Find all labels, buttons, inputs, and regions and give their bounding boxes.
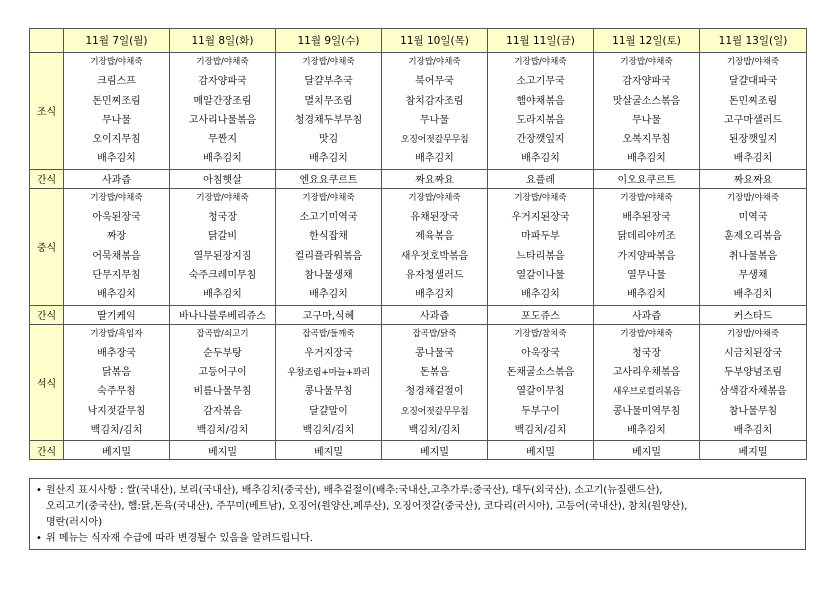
menu-item: 시금치된장국 bbox=[724, 347, 782, 359]
change-note bbox=[36, 531, 799, 547]
change-notice-text: 위 메뉴는 식자재 수급에 따라 변경될수 있음을 알려드립니다. bbox=[46, 533, 313, 544]
menu-item: 숙주크레미무침 bbox=[188, 269, 257, 281]
menu-item: 무나물 bbox=[420, 114, 449, 126]
menu-cell bbox=[594, 324, 700, 441]
bullet-icon: • bbox=[36, 533, 42, 544]
menu-item: 배추김치 bbox=[309, 289, 348, 301]
menu-item: 제육볶음 bbox=[415, 231, 454, 243]
menu-item: 단무지무침 bbox=[92, 269, 141, 281]
rice-porridge-item: 기장밥/야채죽 bbox=[302, 57, 355, 67]
menu-item: 닭볶음 bbox=[102, 367, 131, 379]
menu-item: 낙지젓갈무침 bbox=[87, 405, 146, 417]
menu-item: 배추김치 bbox=[309, 153, 348, 165]
rice-porridge-item: 잡곡밥/닭죽 bbox=[412, 328, 457, 339]
snack-cell: 짜요짜요 bbox=[382, 169, 488, 188]
menu-cell bbox=[382, 188, 488, 305]
menu-cell bbox=[488, 53, 594, 170]
menu-item: 배추김치 bbox=[733, 153, 773, 165]
menu-item: 청국장 bbox=[208, 212, 237, 224]
menu-item: 닭데리야끼조 bbox=[617, 231, 676, 243]
menu-item: 고사리우채볶음 bbox=[612, 367, 681, 379]
breakfast-label: 조식 bbox=[30, 53, 64, 170]
menu-cell bbox=[170, 324, 276, 441]
menu-item: 달걀부추국 bbox=[304, 76, 353, 88]
menu-item: 삼색감자채볶음 bbox=[719, 386, 787, 398]
menu-item: 감자볶음 bbox=[203, 405, 242, 417]
origin-note bbox=[36, 483, 799, 499]
menu-item: 한식잡채 bbox=[309, 231, 348, 243]
rice-porridge-item: 기장밥/야채죽 bbox=[726, 328, 780, 339]
menu-item: 달걀대파국 bbox=[728, 76, 778, 88]
menu-cell bbox=[64, 324, 170, 441]
rice-porridge-item: 잡곡밥/쇠고기 bbox=[196, 328, 249, 339]
snack-cell: 베지밀 bbox=[594, 441, 700, 460]
menu-item: 소고기미역국 bbox=[299, 212, 358, 224]
menu-item: 청경채겉절이 bbox=[405, 386, 464, 398]
menu-item: 마파두부 bbox=[521, 231, 560, 243]
rice-porridge-item: 기장밥/야채죽 bbox=[620, 57, 673, 67]
snack-cell: 짜요짜요 bbox=[700, 169, 807, 188]
menu-cell bbox=[382, 324, 488, 441]
dinner-row bbox=[30, 324, 807, 441]
menu-item: 새우브로컬리볶음 bbox=[612, 386, 681, 398]
snack1-row bbox=[30, 169, 807, 188]
origin-note-cont bbox=[36, 499, 799, 515]
snack-cell: 베지밀 bbox=[488, 441, 594, 460]
menu-item: 달걀말이 bbox=[309, 405, 348, 417]
menu-item: 무짠지 bbox=[208, 134, 237, 146]
day-header: 11월 8일(화) bbox=[170, 29, 276, 53]
menu-item: 소고기무국 bbox=[516, 76, 565, 88]
rice-porridge-item: 기장밥/야채죽 bbox=[514, 192, 567, 203]
rice-porridge-item: 기장밥/야채죽 bbox=[196, 192, 249, 203]
snack-cell: 베지밀 bbox=[276, 441, 382, 460]
rice-porridge-item: 기장밥/야채죽 bbox=[408, 57, 461, 67]
menu-item: 비름나물무침 bbox=[193, 386, 252, 398]
menu-item: 배추김치 bbox=[627, 289, 666, 301]
day-header: 11월 9일(수) bbox=[276, 29, 382, 53]
menu-cell bbox=[170, 188, 276, 305]
menu-item: 우창조림+마늘+꽈리 bbox=[287, 367, 370, 379]
menu-item: 참나물무침 bbox=[728, 405, 778, 417]
menu-item: 고구마샐러드 bbox=[724, 114, 782, 126]
menu-cell bbox=[382, 53, 488, 170]
snack3-row bbox=[30, 441, 807, 460]
rice-porridge-item: 기장밥/야채죽 bbox=[90, 192, 143, 203]
menu-item: 감자양파국 bbox=[622, 76, 671, 88]
menu-item: 북어무국 bbox=[415, 76, 454, 88]
rice-porridge-item: 기장밥/참치죽 bbox=[514, 328, 567, 339]
snack-cell: 커스타드 bbox=[700, 305, 807, 324]
menu-item: 배추김치 bbox=[203, 289, 242, 301]
menu-item: 아욱장국 bbox=[521, 347, 560, 359]
notes-box bbox=[29, 478, 806, 550]
menu-item: 훈제오리볶음 bbox=[724, 231, 782, 243]
menu-item: 백김치/김치 bbox=[196, 425, 249, 437]
menu-item: 배추김치 bbox=[415, 153, 454, 165]
menu-item: 열무된장지짐 bbox=[193, 250, 252, 262]
snack-cell: 엔요요쿠르트 bbox=[276, 169, 382, 188]
menu-item: 열갈이무침 bbox=[516, 386, 565, 398]
menu-item: 배추김치 bbox=[627, 425, 666, 437]
menu-item: 멸치무조림 bbox=[304, 95, 353, 107]
day-header-row bbox=[30, 29, 807, 53]
snack-cell: 요플레 bbox=[488, 169, 594, 188]
snack-cell: 베지밀 bbox=[170, 441, 276, 460]
menu-cell bbox=[64, 188, 170, 305]
snack-cell: 사과즙 bbox=[594, 305, 700, 324]
menu-item: 햄야채볶음 bbox=[516, 95, 565, 107]
menu-item: 배추김치 bbox=[97, 289, 136, 301]
menu-cell bbox=[170, 53, 276, 170]
menu-item: 아욱된장국 bbox=[92, 212, 141, 224]
menu-item: 오이지무침 bbox=[92, 134, 141, 146]
menu-item: 가지양파볶음 bbox=[617, 250, 676, 262]
menu-item: 배추김치 bbox=[203, 153, 242, 165]
origin-text-3: 명란(러시아) bbox=[46, 517, 103, 528]
menu-cell bbox=[488, 188, 594, 305]
menu-item: 오복지무침 bbox=[622, 134, 671, 146]
lunch-row bbox=[30, 188, 807, 305]
menu-item: 돈채굴소스볶음 bbox=[506, 367, 575, 379]
menu-item: 배추김치 bbox=[733, 425, 773, 437]
menu-item: 짜장 bbox=[106, 231, 127, 243]
origin-text-2: 오리고기(중국산), 햄:닭,돈육(국내산), 주꾸미(베트남), 오징어(원양산,페루산), 오징어젓갈(중국산), 코다리(러시아), 고등어(국내산), 참치(원양산), bbox=[46, 501, 688, 512]
origin-text-1: 원산지 표시사항 : 쌀(국내산), 보리(국내산), 배추김치(중국산), 배추겉절이(배추:국내산,고추가루:중국산), 대두(외국산), 소고기(뉴질랜드산), bbox=[46, 485, 663, 496]
menu-item: 어묵채볶음 bbox=[92, 250, 141, 262]
snack2-row bbox=[30, 305, 807, 324]
lunch-label: 중식 bbox=[30, 188, 64, 305]
menu-item: 참치감자조림 bbox=[405, 95, 464, 107]
menu-item: 두부양념조림 bbox=[724, 367, 782, 379]
menu-item: 유자청샐러드 bbox=[405, 269, 464, 281]
menu-item: 유채된장국 bbox=[410, 212, 459, 224]
menu-item: 배추김치 bbox=[627, 153, 666, 165]
snack-cell: 베지밀 bbox=[700, 441, 807, 460]
rice-porridge-item: 기장밥/야채죽 bbox=[514, 57, 567, 67]
menu-item: 된장깻잎지 bbox=[728, 134, 778, 146]
menu-item: 콩나물미역무침 bbox=[612, 405, 681, 417]
menu-item: 무생채 bbox=[738, 269, 768, 281]
menu-item: 배추김치 bbox=[521, 153, 560, 165]
menu-item: 컬리플라워볶음 bbox=[294, 250, 363, 262]
menu-item: 백김치/김치 bbox=[514, 425, 567, 437]
day-header: 11월 12일(토) bbox=[594, 29, 700, 53]
menu-cell bbox=[594, 53, 700, 170]
origin-note-cont bbox=[36, 515, 799, 531]
menu-item: 우거지장국 bbox=[304, 347, 353, 359]
breakfast-row bbox=[30, 53, 807, 170]
menu-cell bbox=[700, 53, 807, 170]
snack-cell: 사과즙 bbox=[64, 169, 170, 188]
rice-porridge-item: 기장밥/야채죽 bbox=[90, 57, 143, 67]
rice-porridge-item: 기장밥/야채죽 bbox=[620, 192, 673, 203]
menu-item: 닭갈비 bbox=[208, 231, 237, 243]
menu-item: 백김치/김치 bbox=[408, 425, 461, 437]
rice-porridge-item: 기장밥/흑임자 bbox=[90, 328, 143, 339]
menu-item: 순두부탕 bbox=[203, 347, 242, 359]
snack-cell: 딸기케익 bbox=[64, 305, 170, 324]
menu-item: 느타리볶음 bbox=[516, 250, 565, 262]
day-header: 11월 7일(월) bbox=[64, 29, 170, 53]
snack-cell: 베지밀 bbox=[64, 441, 170, 460]
snack-cell: 바나나블루베리쥬스 bbox=[170, 305, 276, 324]
snack-cell: 이오요쿠르트 bbox=[594, 169, 700, 188]
snack-cell: 고구마,식혜 bbox=[276, 305, 382, 324]
menu-item: 맛김 bbox=[318, 134, 339, 146]
snack3-label: 간식 bbox=[30, 441, 64, 460]
day-header: 11월 11일(금) bbox=[488, 29, 594, 53]
menu-item: 맛살굴소스볶음 bbox=[612, 95, 681, 107]
snack2-label: 간식 bbox=[30, 305, 64, 324]
snack1-label: 간식 bbox=[30, 169, 64, 188]
menu-item: 우거지된장국 bbox=[511, 212, 570, 224]
weekly-menu-table bbox=[29, 28, 807, 460]
menu-item: 무나물 bbox=[632, 114, 661, 126]
corner-cell bbox=[30, 29, 64, 53]
menu-item: 돈민찌조림 bbox=[728, 95, 778, 107]
menu-item: 크림스프 bbox=[97, 76, 136, 88]
menu-item: 새우젓호박볶음 bbox=[400, 250, 469, 262]
day-header: 11월 10일(목) bbox=[382, 29, 488, 53]
rice-porridge-item: 기장밥/야채죽 bbox=[408, 192, 461, 203]
menu-item: 열무나물 bbox=[627, 269, 666, 281]
menu-cell bbox=[700, 188, 807, 305]
menu-cell bbox=[64, 53, 170, 170]
menu-item: 도라지볶음 bbox=[516, 114, 565, 126]
menu-item: 돈민찌조림 bbox=[92, 95, 141, 107]
snack-cell: 아침햇살 bbox=[170, 169, 276, 188]
snack-cell: 포도쥬스 bbox=[488, 305, 594, 324]
menu-cell bbox=[594, 188, 700, 305]
menu-cell bbox=[276, 188, 382, 305]
menu-item: 배추김치 bbox=[97, 153, 136, 165]
menu-cell bbox=[488, 324, 594, 441]
snack-cell: 사과즙 bbox=[382, 305, 488, 324]
menu-item: 배추된장국 bbox=[622, 212, 671, 224]
rice-porridge-item: 기장밥/야채죽 bbox=[196, 57, 249, 67]
menu-item: 콩나물무침 bbox=[304, 386, 353, 398]
menu-item: 숙주무침 bbox=[97, 386, 136, 398]
snack-cell: 베지밀 bbox=[382, 441, 488, 460]
menu-item: 고등어구이 bbox=[198, 367, 247, 379]
day-header: 11월 13일(일) bbox=[700, 29, 807, 53]
menu-item: 배추김치 bbox=[521, 289, 560, 301]
menu-cell bbox=[276, 324, 382, 441]
menu-cell bbox=[700, 324, 807, 441]
menu-item: 무나물 bbox=[102, 114, 131, 126]
menu-item: 백김치/김치 bbox=[90, 425, 143, 437]
rice-porridge-item: 잡곡밥/들깨죽 bbox=[302, 328, 355, 339]
menu-item: 미역국 bbox=[738, 212, 768, 224]
menu-item: 메알간장조림 bbox=[193, 95, 252, 107]
menu-item: 청국장 bbox=[632, 347, 661, 359]
menu-item: 배추장국 bbox=[97, 347, 136, 359]
menu-item: 배추김치 bbox=[415, 289, 454, 301]
menu-item: 콩나물국 bbox=[415, 347, 454, 359]
menu-item: 배추김치 bbox=[733, 289, 773, 301]
menu-item: 돈볶음 bbox=[420, 367, 449, 379]
menu-item: 참나물생채 bbox=[304, 269, 353, 281]
menu-item: 취나물볶음 bbox=[728, 250, 778, 262]
menu-item: 열갈이나물 bbox=[516, 269, 565, 281]
menu-item: 감자양파국 bbox=[198, 76, 247, 88]
menu-cell bbox=[276, 53, 382, 170]
menu-item: 고사리나물볶음 bbox=[188, 114, 257, 126]
menu-item: 간장깻잎지 bbox=[516, 134, 565, 146]
menu-item: 청경채두부무침 bbox=[294, 114, 363, 126]
rice-porridge-item: 기장밥/야채죽 bbox=[726, 57, 780, 67]
rice-porridge-item: 기장밥/야채죽 bbox=[726, 192, 780, 203]
rice-porridge-item: 기장밥/야채죽 bbox=[302, 192, 355, 203]
menu-item: 두부구이 bbox=[521, 405, 560, 417]
menu-item: 오징어젓갈무무침 bbox=[400, 405, 469, 417]
bullet-icon: • bbox=[36, 485, 42, 496]
menu-item: 백김치/김치 bbox=[302, 425, 355, 437]
dinner-label: 석식 bbox=[30, 324, 64, 441]
rice-porridge-item: 기장밥/야채죽 bbox=[620, 328, 673, 339]
menu-item: 오징어젓갈무무침 bbox=[400, 134, 469, 146]
